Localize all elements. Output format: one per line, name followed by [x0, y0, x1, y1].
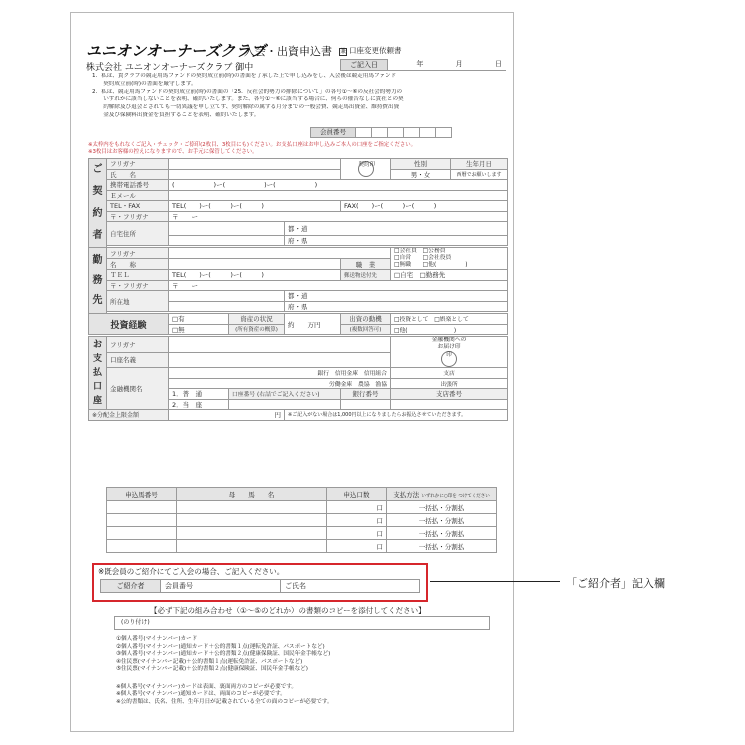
- order-payment-choice[interactable]: 一括払・分割払: [387, 514, 497, 527]
- birth-label: 生年月日: [451, 159, 508, 170]
- member-number-field: [310, 127, 452, 138]
- invest-exp-no[interactable]: □無: [169, 324, 229, 335]
- gender-label: 性別: [391, 159, 451, 170]
- account-number-title: 口座番号: [232, 392, 256, 399]
- red-instructions: [88, 142, 416, 156]
- introducer-title: ※既会員のご紹介にてご入会の場合、ご記入ください。: [98, 567, 285, 576]
- work-furigana-input[interactable]: [169, 248, 391, 259]
- holder-label: 口座名義: [107, 352, 169, 368]
- introducer-name[interactable]: ご氏名: [285, 582, 306, 590]
- form-title: 入会・出資申込書: [244, 45, 332, 58]
- work-postal-input[interactable]: 〒 ー: [169, 280, 508, 291]
- order-dam-input[interactable]: [177, 527, 327, 540]
- contract-seal-cell[interactable]: [341, 159, 391, 180]
- order-payment-choice[interactable]: 一括払・分割払: [387, 527, 497, 540]
- postal-input[interactable]: 〒 ー: [169, 211, 508, 222]
- pref-line-2[interactable]: 府・県: [285, 235, 508, 246]
- assets-sub: (所有資産の概算): [229, 324, 285, 335]
- mail-dest-options[interactable]: □自宅 □勤務先: [391, 270, 508, 281]
- bank-seal-cell[interactable]: [391, 337, 508, 368]
- seal-mark: 契約印: [358, 161, 374, 177]
- order-units-input[interactable]: 口: [327, 527, 387, 540]
- order-payment-choice[interactable]: 一括払・分割払: [387, 540, 497, 553]
- motive-options-2[interactable]: □他( ): [391, 324, 508, 335]
- order-header-units: 申込口数: [327, 488, 387, 501]
- introducer-member-no[interactable]: 会員番号: [161, 580, 281, 592]
- contractor-name-label: 氏 名: [107, 169, 169, 180]
- order-horse-no-input[interactable]: [107, 514, 177, 527]
- date-year[interactable]: 年: [388, 59, 427, 71]
- job-options[interactable]: [391, 248, 508, 270]
- introducer-row: [100, 579, 420, 593]
- tel-prefix: TEL(: [172, 202, 187, 211]
- order-horse-no-input[interactable]: [107, 527, 177, 540]
- section-invest: 投資経験: [89, 314, 169, 335]
- agreement-notes: [92, 73, 510, 120]
- assets-unit: 万円: [307, 320, 321, 329]
- work-name-label: 名 称: [107, 259, 169, 270]
- postal-mark: 〒: [172, 212, 179, 221]
- limit-label: ※分配金上限金額: [89, 410, 169, 421]
- order-units-input[interactable]: 口: [327, 540, 387, 553]
- order-header-payment-note: いずれかに○印を つけてください: [421, 493, 490, 499]
- bank-code-input[interactable]: [341, 399, 391, 410]
- copy-instructions-title: 【必ず下記の組み合わせ（①～⑤のどれか）の書類のコピーを添付してください】: [150, 606, 426, 615]
- limit-note: ※ご記入がない場合は1,000円以上になりましたらお振込させていただきます。: [285, 410, 508, 421]
- brand-logo: ユニオンオーナーズクラブ: [86, 42, 266, 60]
- branch-type-1[interactable]: 支店: [391, 368, 508, 379]
- mail-dest-label: 郵送物送付先: [341, 270, 391, 281]
- note-line: 1．私は、貴クラブの競走用馬ファンドの契約成立前(時)の書面を了承した上で申し込みをし、入会後は競走用馬ファンド: [92, 73, 397, 79]
- glue-area: (のり付け): [114, 616, 490, 630]
- application-table: [88, 158, 508, 421]
- address-input-b[interactable]: [169, 235, 285, 246]
- note-line: 金及び保険料出資金を負担することを表明、確約いたします。: [92, 111, 260, 118]
- institution-types-2[interactable]: 労働金庫 農協 漁協: [169, 378, 391, 389]
- address-input-a[interactable]: [169, 222, 285, 236]
- date-month[interactable]: 月: [427, 59, 466, 71]
- job-option-row: □自営 □会社役員: [394, 255, 452, 261]
- job-option-row: □無職 □他( ): [394, 262, 468, 268]
- order-payment-choice[interactable]: 一括払・分割払: [387, 501, 497, 514]
- limit-unit: 円: [274, 411, 281, 420]
- order-dam-input[interactable]: [177, 501, 327, 514]
- member-number-cell[interactable]: [372, 127, 388, 138]
- form-subtitle: [339, 45, 402, 56]
- motive-sub: (複数回答可): [341, 324, 391, 335]
- bank-code-label: 銀行番号: [341, 389, 391, 400]
- order-header-payment-label: 支払方法: [393, 490, 420, 499]
- gender-value[interactable]: 男・女: [391, 169, 451, 180]
- email-input[interactable]: [169, 190, 508, 201]
- work-furigana-label: フリガナ: [107, 248, 169, 259]
- work-tel-label: ＴＥＬ: [107, 270, 169, 281]
- bank-seal-mark: 印: [441, 351, 457, 367]
- order-row: [107, 514, 497, 527]
- date-label: ご記入日: [340, 59, 388, 71]
- work-address-input-b[interactable]: [169, 301, 285, 312]
- birth-note[interactable]: 西暦でお願いします: [451, 169, 508, 180]
- subtitle-mark: 兼: [340, 48, 347, 55]
- bank-furigana-input[interactable]: [169, 337, 391, 353]
- note-line: 2．私は、競走用馬ファンドの契約成立前(時)の書面の「25．反社会的勢力の排除について」の各号①～⑥の反社会的勢力の: [92, 88, 403, 95]
- tel-input[interactable]: TEL( )ー( )ー( ): [169, 201, 341, 212]
- red-note: ※3枚目はお客様の控えになりますので、お手元に保管してください。: [88, 149, 258, 155]
- company-name: 株式会社 ユニオンオーナーズクラブ 御中: [86, 63, 254, 73]
- order-units-input[interactable]: 口: [327, 501, 387, 514]
- motive-label: 出資の動機: [341, 314, 391, 325]
- note-line: いずれかに該当しないことを表明、確約いたします。また、各号①～⑥に該当する場合に、何らの催告なしに貴社との契: [92, 96, 404, 103]
- account-number-label: [229, 389, 341, 400]
- motive-options-1[interactable]: □投資として □娯楽として: [391, 314, 508, 325]
- order-dam-input[interactable]: [177, 540, 327, 553]
- bank-furigana-label: フリガナ: [107, 337, 169, 353]
- id-document-item: ②個人番号(マイナンバー)通知カード＋公的書類１点(運転免許証、パスポートなど): [116, 643, 325, 650]
- job-label: 職 業: [341, 259, 391, 270]
- order-horse-no-input[interactable]: [107, 540, 177, 553]
- institution-label: 金融機関名: [107, 368, 169, 410]
- callout-label: 「ご紹介者」記入欄: [566, 577, 665, 590]
- id-document-item: ③個人番号(マイナンバー)通知カード＋公的書類２点(健康保険証、国民年金手帳など): [116, 651, 331, 658]
- institution-types-1[interactable]: 銀行 信用金庫 信用組合: [169, 368, 391, 379]
- order-row: [107, 527, 497, 540]
- order-header-horse-no: 申込馬番号: [107, 488, 177, 501]
- pref-line[interactable]: 都・道: [285, 222, 508, 236]
- order-header-dam: 母 馬 名: [177, 488, 327, 501]
- note-line: 約解除及び退会とされても一切異議を申し立てず、契約解除の属する月分までの一般会費、競走馬出資金、維持費出資: [92, 104, 400, 111]
- email-label: Ｅメール: [107, 190, 169, 201]
- branch-type-2[interactable]: 出張所: [391, 378, 508, 389]
- postal-label: 〒・フリガナ: [107, 211, 169, 222]
- member-number-cell[interactable]: [420, 127, 436, 138]
- id-note: ※公的書類は、氏名、住所、生年月日が記載されている全ての面のコピーが必要です。: [116, 698, 333, 705]
- member-number-cell[interactable]: [436, 127, 452, 138]
- assets-label: 資産の状況: [229, 314, 285, 325]
- entry-date: [340, 59, 506, 71]
- order-header-payment: [387, 488, 497, 501]
- introducer-label: ご紹介者: [101, 580, 161, 592]
- id-note: ※個人番号(マイナンバー)通知カードは、両面のコピーが必要です。: [116, 691, 286, 698]
- address-label: 自宅住所: [107, 222, 169, 246]
- work-pref-line[interactable]: 都・道: [285, 291, 508, 302]
- contractor-name-input[interactable]: [169, 169, 341, 180]
- id-note: ※個人番号(マイナンバー)カードは表面、裏面両方のコピーが必要です。: [116, 684, 298, 690]
- work-postal-mark: 〒: [172, 281, 179, 290]
- member-number-label: 会員番号: [310, 127, 356, 138]
- contractor-furigana-label: フリガナ: [107, 159, 169, 170]
- assets-prefix: 約: [288, 320, 295, 329]
- job-option-row: □会社員 □公務員: [394, 248, 446, 254]
- mobile-label: 携帯電話番号: [107, 180, 169, 191]
- branch-code-input[interactable]: [391, 399, 508, 410]
- invest-exp-yes[interactable]: □有: [169, 314, 229, 325]
- section-contractor: ご契約者: [89, 159, 107, 248]
- assets-input[interactable]: [285, 314, 341, 335]
- work-tel-input[interactable]: TEL( )ー( )ー( ): [169, 270, 341, 281]
- work-address-input-a[interactable]: [169, 291, 285, 302]
- order-units-input[interactable]: 口: [327, 514, 387, 527]
- member-number-cell[interactable]: [404, 127, 420, 138]
- member-number-cell[interactable]: [356, 127, 372, 138]
- id-document-item: ④住民票(マイナンバー記載)＋公的書類１点(運転免許証、パスポートなど): [116, 658, 303, 665]
- order-row: [107, 540, 497, 553]
- member-number-cell[interactable]: [388, 127, 404, 138]
- limit-input[interactable]: [169, 410, 285, 421]
- id-document-list: [116, 636, 330, 674]
- date-day[interactable]: 日: [467, 59, 506, 71]
- work-address-label: 所在地: [107, 291, 169, 312]
- work-pref-line-2[interactable]: 府・県: [285, 301, 508, 312]
- bank-seal-label: 金融機関への: [431, 337, 467, 343]
- order-row: [107, 501, 497, 514]
- order-table: [106, 487, 497, 553]
- order-dam-input[interactable]: [177, 514, 327, 527]
- work-tel-prefix: TEL(: [172, 271, 187, 280]
- account-type-2[interactable]: 2．当 座: [169, 399, 229, 410]
- branch-code-label: 支店番号: [391, 389, 508, 400]
- bank-seal-label-2: お届け印: [437, 344, 461, 350]
- id-document-item: ⑤住民票(マイナンバー記載)＋公的書類２点(健康保険証、国民年金手帳など): [116, 666, 308, 673]
- holder-input[interactable]: [169, 352, 391, 368]
- section-workplace: 勤務先: [89, 248, 107, 314]
- callout-line: [430, 581, 560, 582]
- account-number-note: (右詰でご記入ください): [257, 392, 320, 399]
- subtitle-text: 口座変更依頼書: [349, 46, 402, 55]
- mobile-input[interactable]: ( )ー( )ー( ): [169, 180, 508, 191]
- fax-input[interactable]: FAX( )ー( )ー( ): [341, 201, 508, 212]
- tel-fax-label: TEL・FAX: [107, 201, 169, 212]
- work-name-input[interactable]: [169, 259, 341, 270]
- account-type-1[interactable]: 1．普 通: [169, 389, 229, 400]
- id-document-item: ①個人番号(マイナンバー)カード: [116, 636, 198, 642]
- order-horse-no-input[interactable]: [107, 501, 177, 514]
- work-postal-label: 〒・フリガナ: [107, 280, 169, 291]
- note-line: 契約成立前(時)の書面を厳守します。: [92, 80, 197, 87]
- account-number-input[interactable]: [229, 399, 341, 410]
- section-bank: お支払口座: [89, 337, 107, 410]
- fax-prefix: FAX(: [344, 202, 359, 211]
- id-document-notes: [116, 684, 333, 706]
- contractor-furigana-input[interactable]: [169, 159, 341, 170]
- red-note: ※太枠内をもれなくご記入・チェック・ご捺印(2枚目、3枚目にも)ください。お支払口座はお申し込みご本人の口座をご指定ください。: [88, 142, 417, 148]
